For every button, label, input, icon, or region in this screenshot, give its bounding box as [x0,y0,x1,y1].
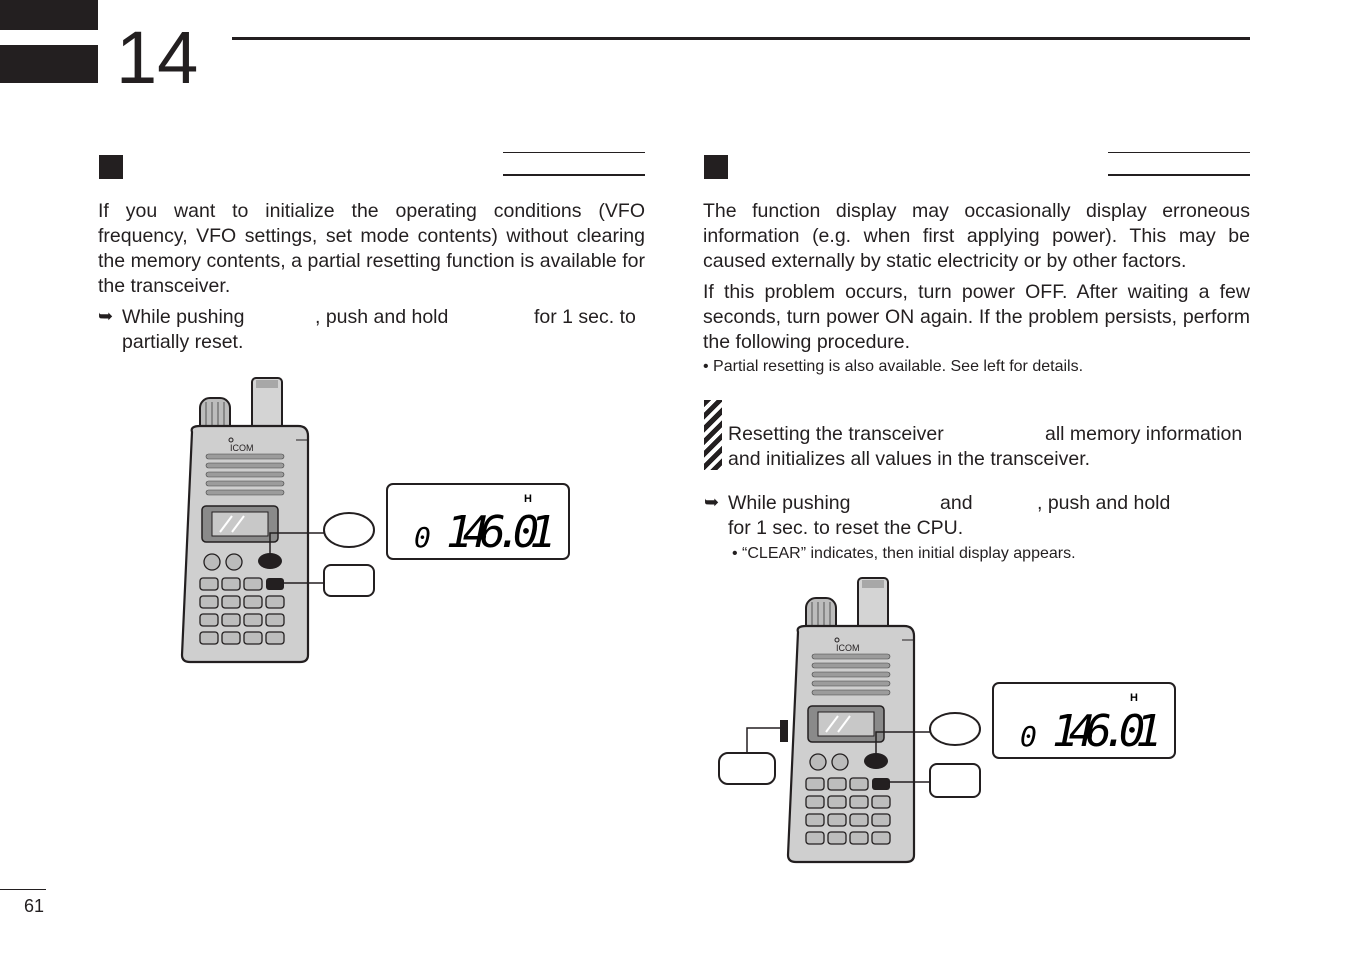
section-rule-top [1108,152,1250,153]
right-step-part-b: and [940,492,973,514]
section-rule-bottom [503,174,645,176]
right-step-part-c: , push and hold [1037,492,1171,514]
caution-text-b: all memory information [1045,423,1243,445]
section-rule-bottom [1108,174,1250,176]
section-marker [704,155,728,179]
lcd-indicator: H [1130,692,1138,704]
page-number: 61 [24,896,45,916]
caution-text-a: Resetting the transceiver [728,423,944,445]
radio-brand-label: ICOM [836,643,860,653]
callout-lines [874,712,989,804]
lcd-small-digit: 0 [1020,720,1037,753]
left-step-part-a: While pushing [122,306,245,328]
section-marker [99,155,123,179]
lcd-indicator: H [524,493,532,505]
caution-hatch-icon [704,400,722,470]
step-arrow-icon: ➥ [98,306,114,326]
caution-text-c: and initializes all values in the transceiver. [728,448,1091,470]
right-step-part-a: While pushing [728,492,851,514]
chapter-number: 14 [116,16,199,99]
lcd-display [992,682,1178,760]
right-paragraph-2: If this problem occurs, turn power OFF. After waiting a few seconds, turn power ON again. If the problem persists, perform the following procedure. [703,281,1250,353]
header-rule [232,37,1250,40]
right-paragraph-1: The function display may occasionally display erroneous information (e.g. when first applying power). This may be caused externally by static electricity or by other factors. [703,200,1250,272]
right-step-part-d: for 1 sec. to reset the CPU. [728,517,964,539]
right-note: • Partial resetting is also available. See left for details. [703,358,1084,375]
page-number-rule [0,889,46,890]
section-rule-top [503,152,645,153]
lcd-display [386,483,572,561]
chapter-tab-top [0,0,98,30]
left-step-part-d: partially reset. [122,331,244,353]
radio-brand-label: ICOM [230,443,254,453]
lcd-frequency: 146.01 [446,507,556,558]
callout-side [716,710,796,790]
chapter-tab [0,45,98,83]
right-step-note: • “CLEAR” indicates, then initial display appears. [732,545,1076,562]
left-paragraph: If you want to initialize the operating conditions (VFO frequency, VFO settings, set mode contents) without clearing the memory contents, a partial resetting function is available for the transceiver. [98,200,645,297]
step-arrow-icon: ➥ [704,492,720,512]
callout-lines [268,505,383,600]
lcd-small-digit: 0 [414,521,431,554]
left-step-part-b: , push and hold [315,306,449,328]
left-step-part-c: for 1 sec. to [534,306,636,328]
lcd-frequency: 146.01 [1052,706,1162,757]
